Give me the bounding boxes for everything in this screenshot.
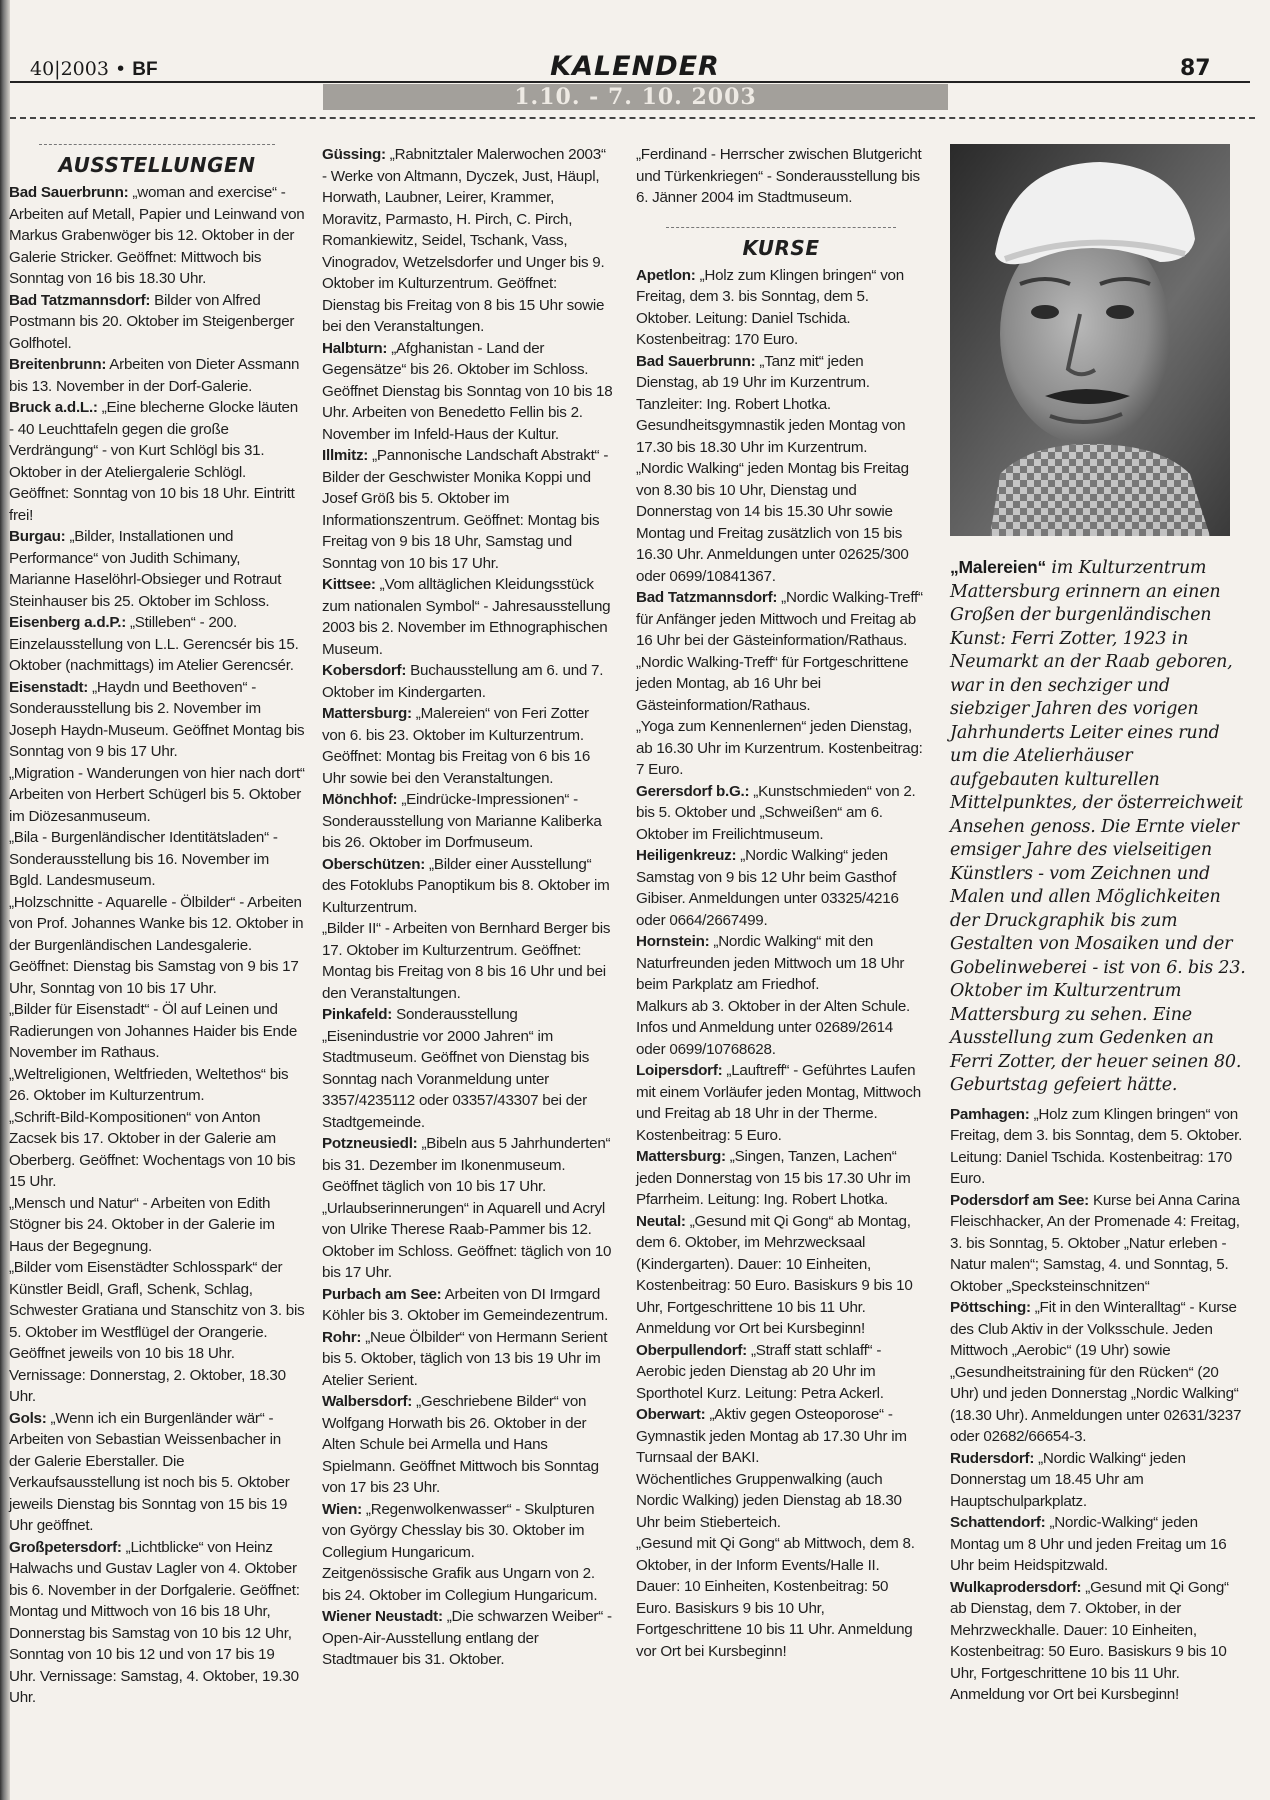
entry-place: Breitenbrunn: xyxy=(9,356,107,373)
entry-text: „Nordic Walking“ jeden Donnerstag um 18.45 Uhr am Hauptschulparkplatz. xyxy=(950,1449,1186,1510)
entry-text: „Eindrücke-Impressionen“ - Sonderausstellung von Marianne Kaliberka bis 26. Oktober im Dorfmuseum. xyxy=(322,791,602,851)
entry-text: „Bilder II“ - Arbeiten von Bernhard Berger bis 17. Oktober im Kulturzentrum. Geöffnet: Montag bis Freitag von 8 bis 16 Uhr und bei den Veranstaltungen. xyxy=(322,920,611,1002)
page-title: KALENDER xyxy=(550,51,720,82)
entry-place: Illmitz: xyxy=(322,447,369,464)
header-rule xyxy=(10,81,1250,83)
entry-place: Mönchhof: xyxy=(322,791,398,808)
entry-text: „Lauftreff“ - Geführtes Laufen mit einem Vorläufer jeden Montag, Mittwoch und Freitag ab 18 Uhr in der Therme. Kostenbeitrag: 5 Euro. xyxy=(636,1062,921,1144)
entry-text: „Gesund mit Qi Gong“ ab Montag, dem 6. Oktober, im Mehrzwecksaal (Kindergarten). Dauer: 10 Einheiten, Kostenbeitrag: 50 Euro. Basiskurs 9 bis 10 Uhr, Fortgeschrittene 10 bis 11 Uhr. Anmeldung vor Ort bei Kursbeginn! xyxy=(636,1212,913,1337)
calendar-entry xyxy=(636,415,926,458)
entry-place: Gerersdorf b.G.: xyxy=(636,782,750,800)
calendar-entry xyxy=(9,1257,305,1408)
entry-text: „Straff statt schlaff“ - Aerobic jeden Dienstag ab 20 Uhr im Sporthotel Kurz. Leitung: Petra Ackerl. xyxy=(636,1341,884,1402)
calendar-entry xyxy=(9,612,305,677)
entry-text: „Bibeln aus 5 Jahrhunderten“ bis 31. Dezember im Ikonenmuseum. Geöffnet täglich von 10 bis 17 Uhr. xyxy=(322,1135,611,1195)
entry-place: Gols: xyxy=(9,1409,47,1427)
date-range-bar: 1.10. - 7. 10. 2003 xyxy=(323,84,948,110)
entry-list xyxy=(950,1104,1246,1706)
calendar-entry xyxy=(322,1606,614,1671)
entry-list xyxy=(636,265,926,1663)
entry-place: Loipersdorf: xyxy=(636,1062,723,1079)
entry-place: Schattendorf: xyxy=(950,1514,1046,1531)
caption-lead: „Malereien“ xyxy=(950,557,1047,577)
entry-place: Halbturn: xyxy=(322,339,388,357)
calendar-entry xyxy=(322,144,614,338)
calendar-entry xyxy=(9,526,305,612)
calendar-entry xyxy=(636,1533,926,1662)
entry-text: „Geschriebene Bilder“ von Wolfgang Horwath bis 26. Oktober in der Alten Schule bei Armella und Hans Spielmann. Geöffnet Mittwoch bis Sonntag von 17 bis 23 Uhr. xyxy=(322,1393,599,1496)
entry-place: Potzneusiedl: xyxy=(322,1135,418,1152)
calendar-entry xyxy=(636,351,926,416)
entry-place: Wien: xyxy=(322,1500,362,1518)
entry-text: Sonderausstellung „Eisenindustrie vor 2000 Jahren“ im Stadtmuseum. Geöffnet von Dienstag bis Sonntag nach Voranmeldung unter 3357/4235112 oder 03357/43307 bei der Stadtgemeinde. xyxy=(322,1006,590,1131)
calendar-entry xyxy=(950,1577,1246,1706)
calendar-entry xyxy=(322,703,614,789)
entry-text: „Nordic Walking-Treff“ für Anfänger jeden Mittwoch und Freitag ab 16 Uhr bei der Gästeinformation/Rathaus. xyxy=(636,589,923,649)
calendar-entry xyxy=(9,763,305,828)
calendar-entry xyxy=(322,854,614,919)
calendar-entry xyxy=(322,574,614,660)
entry-place: Hornstein: xyxy=(636,933,710,950)
issue-number: 40|2003 xyxy=(30,58,109,80)
calendar-entry xyxy=(9,354,305,397)
entry-text: „Bilder für Eisenstadt“ - Öl auf Leinen und Radierungen von Johannes Haider bis Ende November im Rathaus. xyxy=(9,1001,298,1061)
entry-text: Gesundheitsgymnastik jeden Montag von 17.30 bis 18.30 Uhr im Kurzentrum. xyxy=(636,417,906,456)
calendar-entry xyxy=(9,1107,305,1193)
entry-text: „Nordic Walking“ mit den Naturfreunden jeden Mittwoch um 18 Uhr beim Parkplatz am Friedhof. xyxy=(636,933,905,993)
entry-place: Großpetersdorf: xyxy=(9,1538,122,1556)
calendar-entry xyxy=(322,1327,614,1392)
entry-text: Bilder von Alfred Postmann bis 20. Oktober im Steigenberger Golfhotel. xyxy=(9,291,295,352)
entry-place: Rohr: xyxy=(322,1328,362,1346)
entry-place: Kobersdorf: xyxy=(322,662,407,679)
entry-text: „Holz zum Klingen bringen“ von Freitag, dem 3. bis Sonntag, dem 5. Oktober. Leitung: Daniel Tschida. Kostenbeitrag: 170 Euro. xyxy=(950,1105,1243,1187)
entry-text: „Rabnitztaler Malerwochen 2003“ - Werke von Altmann, Dyczek, Just, Häupl, Horwath, Laubner, Leirer, Krammer, Moravitz, Parmasto, H. Pirch, C. Pirch, Romankiewitz, Seidel, Tschank, Vass, Vinogradov, Wetzelsdorfer und Unger bis 9. Oktober im Kulturzentrum. Geöffnet: Dienstag bis Freitag von 8 bis 15 Uhr sowie bei den Veranstaltungen. xyxy=(322,146,606,335)
calendar-entry xyxy=(636,931,926,996)
entry-place: Rudersdorf: xyxy=(950,1449,1035,1467)
column-kurse xyxy=(636,144,926,1662)
entry-place: Pamhagen: xyxy=(950,1105,1030,1123)
header-dashed-rule xyxy=(10,117,1255,119)
entry-text: „Regenwolkenwasser“ - Skulpturen von György Chesslay bis 30. Oktober im Collegium Hungaricum. xyxy=(322,1500,595,1561)
calendar-entry xyxy=(322,1499,614,1564)
entry-text: „Gesund mit Qi Gong“ ab Mittwoch, dem 8. Oktober, in der Inform Events/Halle II. Dauer: 10 Einheiten, Kostenbeitrag: 50 Euro. Basiskurs 9 bis 10 Uhr, Fortgeschrittene 10 bis 11 Uhr. Anmeldung vor Ort bei Kursbeginn! xyxy=(636,1535,915,1660)
calendar-entry xyxy=(636,1146,926,1211)
calendar-entry xyxy=(636,716,926,781)
entry-text: „Eine blecherne Glocke läuten - 40 Leuchttafeln gegen die große Verdrängung“ - von Kurt Schlögl bis 31. Oktober in der Ateliergalerie Schlögl. Geöffnet: Sonntag von 10 bis 18 Uhr. Eintritt frei! xyxy=(9,399,298,524)
calendar-entry xyxy=(322,1133,614,1198)
calendar-entry xyxy=(322,1391,614,1499)
entry-text: „Neue Ölbilder“ von Hermann Serient bis 5. Oktober, täglich von 13 bis 19 Uhr im Atelier Serient. xyxy=(322,1328,608,1389)
entry-place: Neutal: xyxy=(636,1212,686,1230)
calendar-entry xyxy=(636,265,926,351)
entry-place: Bad Sauerbrunn: xyxy=(9,184,129,201)
caption-text: im Kulturzentrum Mattersburg erinnern an einen Großen der burgenländischen Kunst: Ferri Zotter, 1923 in Neumarkt an der Raab geboren, war in den sechziger und siebziger Jahren des vorigen Jahrhunderts Leiter eines rund um die Atelierhäuser aufgebauten kulturellen Mittelpunktes, der österreichweit Ansehen genoss. Die Ernte vieler emsiger Jahre des vielseitigen Künstlers - vom Zeichnen und Malen und allen Möglichkeiten der Druckgraphik bis zum Gestalten von Mosaiken und der Gobelinweberei - ist von 6. bis 23. Oktober im Kulturzentrum Mattersburg zu sehen. Eine Ausstellung zum Gedenken an Ferri Zotter, der heuer seinen 80. Geburtstag gefeiert hätte. xyxy=(950,558,1246,1095)
calendar-entry xyxy=(322,338,614,446)
entry-text: „Singen, Tanzen, Lachen“ jeden Donnerstag von 15 bis 17.30 Uhr im Pfarrheim. Leitung: Ing. Robert Lhotka. xyxy=(636,1148,911,1208)
calendar-entry xyxy=(9,1193,305,1258)
entry-text: „Mensch und Natur“ - Arbeiten von Edith Stögner bis 24. Oktober in der Galerie im Haus der Begegnung. xyxy=(9,1194,275,1255)
entry-place: Bruck a.d.L.: xyxy=(9,399,98,416)
entry-text: Arbeiten von DI Irmgard Köhler bis 3. Oktober im Gemeindezentrum. xyxy=(322,1285,609,1324)
entry-text: „Aktiv gegen Osteoporose“ - Gymnastik jeden Montag ab 17.30 Uhr im Turnsaal der BAKI. xyxy=(636,1406,907,1466)
entry-place: Purbach am See: xyxy=(322,1285,442,1303)
header-bullet: • xyxy=(114,58,127,80)
entry-place: Bad Tatzmannsdorf: xyxy=(9,291,151,309)
calendar-entry xyxy=(322,445,614,574)
calendar-entry xyxy=(322,1198,614,1284)
calendar-entry xyxy=(636,996,926,1061)
entry-place: Eisenberg a.d.P.: xyxy=(9,614,127,631)
photo-caption xyxy=(950,556,1246,1098)
column-ausstellungen-2 xyxy=(322,144,614,1671)
calendar-entry xyxy=(950,1297,1246,1448)
entry-text: „Haydn und Beethoven“ - Sonderausstellung bis 2. November im Joseph Haydn-Museum. Geöffnet Montag bis Sonntag von 9 bis 17 Uhr. xyxy=(9,678,305,760)
calendar-entry xyxy=(636,1060,926,1146)
entry-text: „Urlaubserinnerungen“ in Aquarell und Acryl von Ulrike Therese Raab-Pammer bis 12. Oktober im Schloss. Geöffnet: täglich von 10 bis 17 Uhr. xyxy=(322,1199,612,1281)
entry-place: Walbersdorf: xyxy=(322,1393,413,1410)
calendar-entry xyxy=(9,182,305,290)
calendar-entry xyxy=(9,999,305,1064)
entry-place: Apetlon: xyxy=(636,266,696,284)
entry-text: „Nordic Walking“ jeden Montag bis Freitag von 8.30 bis 10 Uhr, Dienstag und Donnerstag von 14 bis 15.30 Uhr sowie Montag und Freitag zusätzlich von 15 bis 16.30 Uhr. Anmeldungen unter 02625/300 oder 0699/10841367. xyxy=(636,460,909,585)
entry-place: Wiener Neustadt: xyxy=(322,1608,443,1625)
calendar-entry xyxy=(9,827,305,892)
entry-text: „Nordic Walking-Treff“ für Fortgeschrittene jeden Montag, ab 16 Uhr bei Gästeinformation/Rathaus. xyxy=(636,653,909,714)
calendar-entry xyxy=(322,789,614,854)
calendar-entry xyxy=(9,1537,305,1709)
entry-text: „Holzschnitte - Aquarelle - Ölbilder“ - Arbeiten von Prof. Johannes Wanke bis 12. Oktober in der Burgenländischen Landesgalerie. Geöffnet: Dienstag bis Samstag von 9 bis 17 Uhr, Sonntag von 10 bis 17 Uhr. xyxy=(9,893,304,997)
calendar-entry xyxy=(322,1284,614,1327)
entry-text: „Lichtblicke“ von Heinz Halwachs und Gustav Lagler von 4. Oktober bis 6. November in der Dorfgalerie. Geöffnet: Montag und Mittwoch von 16 bis 18 Uhr, Donnerstag bis Samstag von 10 bis 12 Uhr, Sonntag von 10 bis 12 und von 17 bis 19 Uhr. Vernissage: Samstag, 4. Oktober, 19.30 Uhr. xyxy=(9,1538,300,1706)
calendar-entry xyxy=(950,1448,1246,1513)
entry-text: „Malereien“ von Feri Zotter von 6. bis 23. Oktober im Kulturzentrum. Geöffnet: Montag bis Freitag von 6 bis 16 Uhr sowie bei den Veranstaltungen. xyxy=(322,705,591,787)
calendar-entry xyxy=(9,1064,305,1107)
entry-text: „woman and exercise“ - Arbeiten auf Metall, Papier und Leinwand von Markus Grabenwöger bis 12. Oktober in der Galerie Stricker. Geöffnet: Mittwoch bis Sonntag von 16 bis 18.30 Uhr. xyxy=(9,184,305,287)
entry-place: Heiligenkreuz: xyxy=(636,847,737,864)
calendar-entry xyxy=(636,1469,926,1534)
entry-text: „Bilder vom Eisenstädter Schlosspark“ der Künstler Beidl, Grafl, Schenk, Schlag, Schwester Gratiana und Stanschitz von 3. bis 5. Oktober im Westflügel der Orangerie. Geöffnet jeweils von 10 bis 18 Uhr. Vernissage: Donnerstag, 2. Oktober, 18.30 Uhr. xyxy=(9,1259,305,1405)
entry-text: „Tanz mit“ jeden Dienstag, ab 19 Uhr im Kurzentrum. Tanzleiter: Ing. Robert Lhotka. xyxy=(636,352,870,413)
entry-text: „Schrift-Bild-Kompositionen“ von Anton Zacsek bis 17. Oktober in der Galerie am Oberberg. Geöffnet: Wochentags von 10 bis 15 Uhr. xyxy=(9,1108,296,1190)
entry-place: Eisenstadt: xyxy=(9,678,89,696)
entry-text: Zeitgenössische Grafik aus Ungarn von 2. bis 24. Oktober im Collegium Hungaricum. xyxy=(322,1565,598,1604)
calendar-entry xyxy=(636,1404,926,1469)
entry-text: „Nordic Walking“ jeden Samstag von 9 bis 12 Uhr beim Gasthof Gibiser. Anmeldungen unter 03325/4216 oder 0664/2667499. xyxy=(636,847,899,929)
entry-list xyxy=(636,144,926,209)
entry-text: „Nordic-Walking“ jeden Montag um 8 Uhr und jeden Freitag um 16 Uhr beim Heidspitzwald. xyxy=(950,1514,1227,1574)
calendar-entry xyxy=(636,144,926,209)
entry-place: Mattersburg: xyxy=(636,1148,726,1165)
calendar-entry xyxy=(636,1211,926,1340)
artist-portrait-photo xyxy=(950,144,1230,536)
entry-text: „Kunstschmieden“ von 2. bis 5. Oktober und „Schweißen“ am 6. Oktober im Freilichtmuseum. xyxy=(636,782,916,843)
calendar-entry xyxy=(636,1340,926,1405)
calendar-entry xyxy=(950,1190,1246,1298)
calendar-entry xyxy=(636,458,926,587)
calendar-entry xyxy=(9,1408,305,1537)
entry-text: „Migration - Wanderungen von hier nach dort“ Arbeiten von Herbert Schügerl bis 5. Oktober im Diözesanmuseum. xyxy=(9,764,305,825)
calendar-entry xyxy=(9,892,305,1000)
calendar-entry xyxy=(322,660,614,703)
magazine-name: BF xyxy=(132,59,158,80)
entry-text: Malkurs ab 3. Oktober in der Alten Schule. Infos und Anmeldung unter 02689/2614 oder 0699/10768628. xyxy=(636,997,910,1058)
calendar-entry xyxy=(636,845,926,931)
entry-place: Oberpullendorf: xyxy=(636,1341,747,1359)
calendar-entry xyxy=(9,397,305,526)
calendar-entry xyxy=(9,677,305,763)
entry-place: Pöttsching: xyxy=(950,1299,1031,1316)
column-ausstellungen-1 xyxy=(9,144,305,1709)
portrait-image xyxy=(950,144,1230,536)
entry-place: Pinkafeld: xyxy=(322,1006,393,1023)
column-caption-kurse xyxy=(950,548,1246,1706)
calendar-entry xyxy=(9,290,305,355)
calendar-entry xyxy=(950,1104,1246,1190)
section-heading-kurse: KURSE xyxy=(636,227,926,261)
entry-text: „Yoga zum Kennenlernen“ jeden Dienstag, ab 16.30 Uhr im Kurzentrum. Kostenbeitrag: 7 Euro. xyxy=(636,718,923,778)
entry-place: Güssing: xyxy=(322,146,386,163)
entry-text: Kurse bei Anna Carina Fleischhacker, An der Promenade 4: Freitag, 3. bis Sonntag, 5. Oktober „Natur erleben - Natur malen“; Samstag, 4. und Sonntag, 5. Oktober „Specksteinschnitzen“ xyxy=(950,1191,1240,1295)
entry-text: „Pannonische Landschaft Abstrakt“ - Bilder der Geschwister Monika Koppi und Josef Größ bis 5. Oktober im Informationszentrum. Geöffnet: Montag bis Freitag von 9 bis 18 Uhr, Samstag und Sonntag von 10 bis 17 Uhr. xyxy=(322,447,609,572)
entry-place: Bad Sauerbrunn: xyxy=(636,352,756,370)
entry-list xyxy=(322,144,614,1671)
entry-text: „Bila - Burgenländischer Identitätsladen“ - Sonderausstellung bis 16. November im Bgld. Landesmuseum. xyxy=(9,829,278,889)
calendar-entry xyxy=(636,587,926,652)
entry-text: Buchausstellung am 6. und 7. Oktober im Kindergarten. xyxy=(322,662,604,701)
entry-text: „Gesund mit Qi Gong“ ab Dienstag, dem 7. Oktober, in der Mehrzweckhalle. Dauer: 10 Einheiten, Kostenbeitrag: 50 Euro. Basiskurs 9 bis 10 Uhr, Fortgeschrittene 10 bis 11 Uhr. Anmeldung vor Ort bei Kursbeginn! xyxy=(950,1578,1229,1703)
issue-header xyxy=(30,58,158,81)
calendar-entry xyxy=(322,1563,614,1606)
entry-text: „Die schwarzen Weiber“ - Open-Air-Ausstellung entlang der Stadtmauer bis 31. Oktober. xyxy=(322,1608,612,1668)
entry-place: Mattersburg: xyxy=(322,705,412,722)
entry-text: Wöchentliches Gruppenwalking (auch Nordic Walking) jeden Dienstag ab 18.30 Uhr beim Stieberteich. xyxy=(636,1470,902,1531)
entry-text: „Holz zum Klingen bringen“ von Freitag, dem 3. bis Sonntag, dem 5. Oktober. Leitung: Daniel Tschida. Kostenbeitrag: 170 Euro. xyxy=(636,266,904,348)
entry-text: „Ferdinand - Herrscher zwischen Blutgericht und Türkenkriegen“ - Sonderausstellung bis 6. Jänner 2004 im Stadtmuseum. xyxy=(636,146,922,206)
entry-text: „Fit in den Winteralltag“ - Kurse des Club Aktiv in der Volksschule. Jeden Mittwoch „Aerobic“ (19 Uhr) sowie „Gesundheitstraining für den Rücken“ (20 Uhr) und jeden Donnerstag „Nordic Walking“ (18.30 Uhr). Anmeldungen unter 02631/3237 oder 02682/66654-3. xyxy=(950,1299,1242,1445)
entry-text: „Wenn ich ein Burgenländer wär“ - Arbeiten von Sebastian Weissenbacher in der Galerie Eberstaller. Die Verkaufsausstellung ist noch bis 5. Oktober jeweils Dienstag bis Sonntag von 15 bis 19 Uhr geöffnet. xyxy=(9,1409,290,1534)
entry-text: „Bilder, Installationen und Performance“ von Judith Schimany, Marianne Haselöhrl-Obsieger und Rotraut Steinhauser bis 25. Oktober im Schloss. xyxy=(9,528,282,610)
page-number: 87 xyxy=(1180,56,1211,81)
entry-text: „Stilleben“ - 200. Einzelausstellung von L.L. Gerencsér bis 15. Oktober (nachmittags) im Atelier Gerencsér. xyxy=(9,614,299,674)
section-heading-ausstellungen: AUSSTELLUNGEN xyxy=(9,144,305,178)
calendar-entry xyxy=(322,918,614,1004)
entry-list xyxy=(9,182,305,1709)
entry-place: Podersdorf am See: xyxy=(950,1191,1089,1209)
entry-place: Bad Tatzmannsdorf: xyxy=(636,589,778,606)
entry-place: Oberschützen: xyxy=(322,855,426,873)
entry-text: „Afghanistan - Land der Gegensätze“ bis 26. Oktober im Schloss. Geöffnet Dienstag bis Sonntag von 10 bis 18 Uhr. Arbeiten von Benedetto Fellin bis 2. November im Infeld-Haus der Kultur. xyxy=(322,339,613,443)
calendar-entry xyxy=(950,1512,1246,1577)
entry-place: Oberwart: xyxy=(636,1406,706,1423)
entry-text: „Vom alltäglichen Kleidungsstück zum nationalen Symbol“ - Jahresausstellung 2003 bis 2. November im Ethnographischen Museum. xyxy=(322,576,611,658)
calendar-entry xyxy=(636,652,926,717)
entry-place: Burgau: xyxy=(9,528,66,545)
entry-place: Wulkaprodersdorf: xyxy=(950,1578,1082,1596)
entry-text: „Bilder einer Ausstellung“ des Fotoklubs Panoptikum bis 8. Oktober im Kulturzentrum. xyxy=(322,855,610,916)
entry-text: „Weltreligionen, Weltfrieden, Weltethos“ bis 26. Oktober im Kulturzentrum. xyxy=(9,1065,289,1104)
calendar-entry xyxy=(636,781,926,846)
calendar-entry xyxy=(322,1004,614,1133)
entry-text: Arbeiten von Dieter Assmann bis 13. November in der Dorf-Galerie. xyxy=(9,356,300,395)
entry-place: Kittsee: xyxy=(322,576,376,593)
